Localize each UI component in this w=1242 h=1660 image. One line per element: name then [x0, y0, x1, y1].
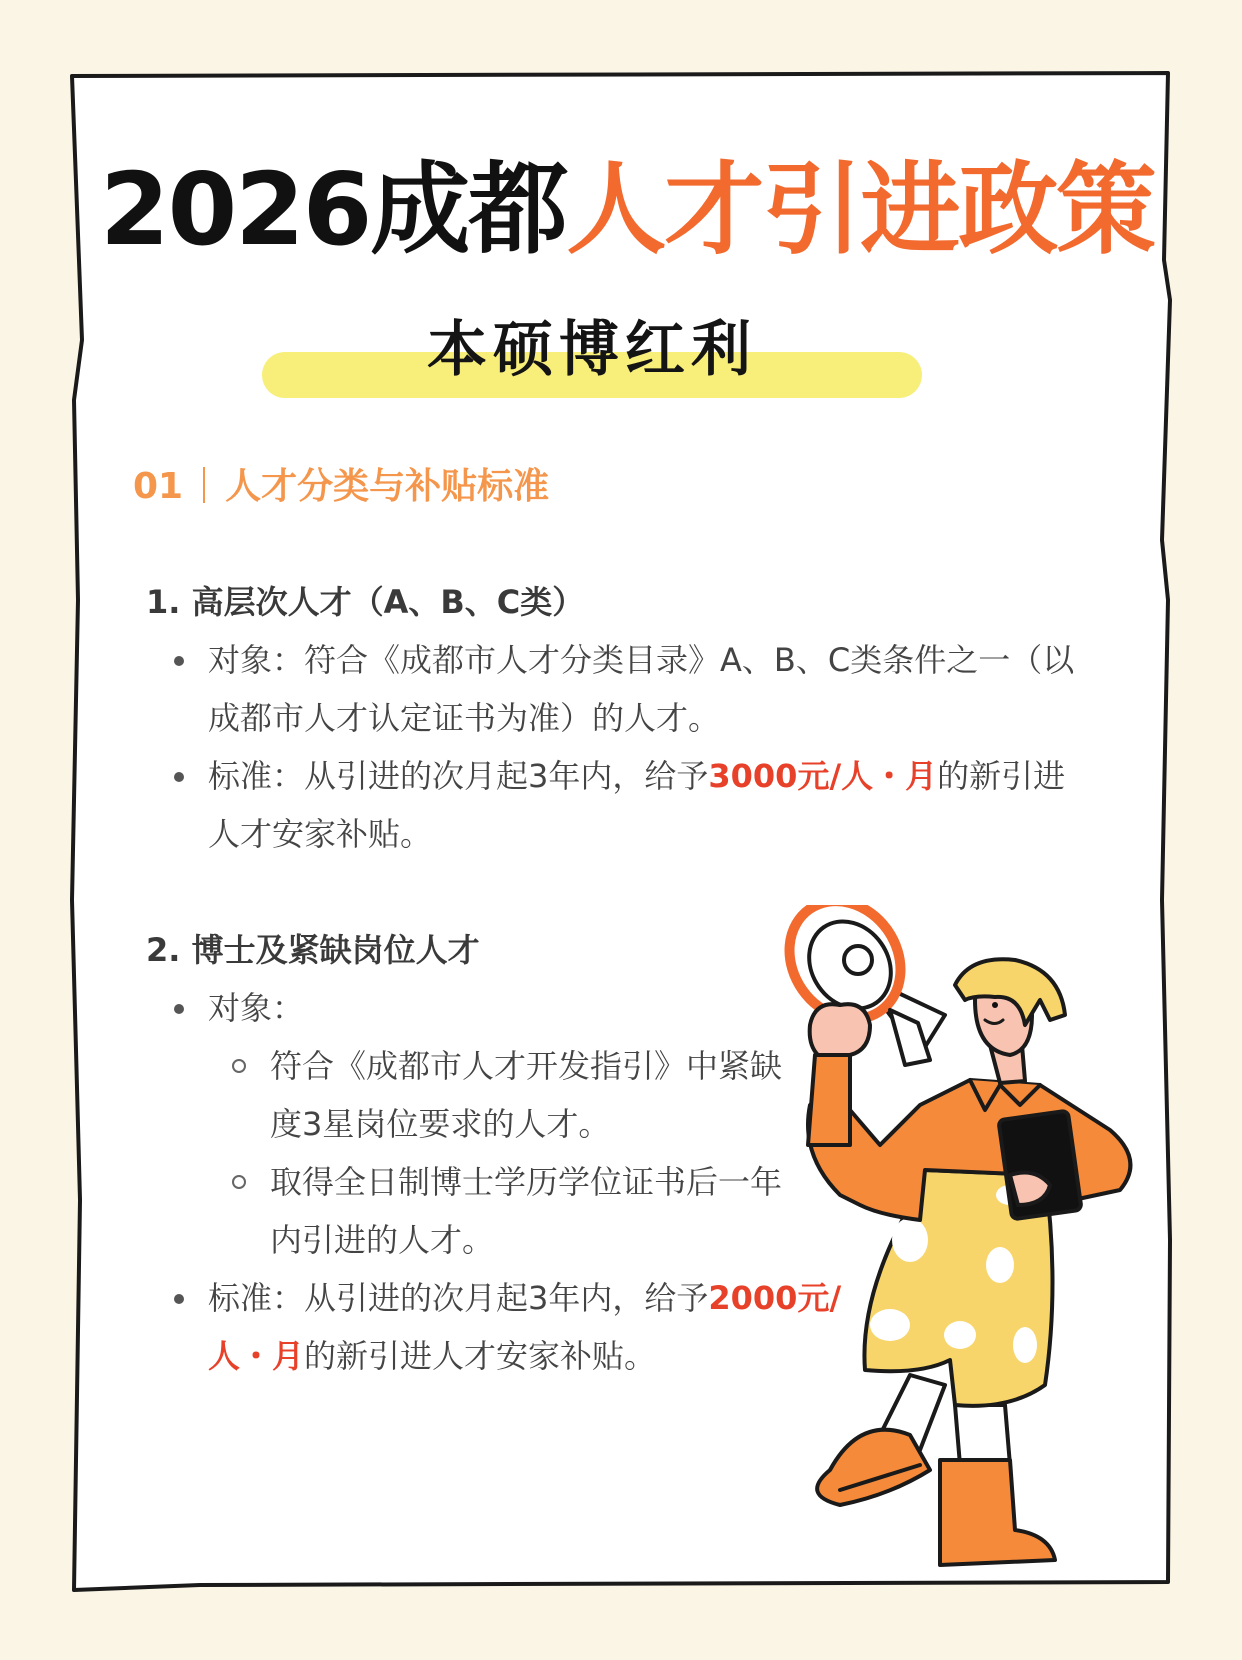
section-title: 人才分类与补贴标准 [225, 466, 550, 507]
person-with-megaphone-illustration [770, 905, 1230, 1595]
item-2-object-label: 对象： [208, 989, 305, 1027]
tablet [998, 1111, 1081, 1220]
fist [810, 1004, 870, 1055]
section-number: 01 [133, 466, 184, 507]
item-2-object-options [208, 1037, 798, 1269]
item-2-option: 取得全日制博士学历学位证书后一年内引进的人才。 [208, 1153, 798, 1269]
head [955, 959, 1065, 1083]
item-1-standard-suffix: 的新引进人才安家补贴。 [208, 757, 1066, 853]
item-2-standard-prefix: 标准：从引进的次月起3年内，给予 [208, 1279, 709, 1317]
item-2-option: 符合《成都市人才开发指引》中紧缺度3星岗位要求的人才。 [208, 1037, 798, 1153]
page-title [100, 150, 1160, 270]
title-black-part: 2026成都 [100, 151, 567, 268]
item-1-standard [146, 747, 1086, 863]
subtitle: 本硕博红利 [427, 315, 757, 385]
section-heading [133, 462, 549, 512]
item-1-object-text: 对象：符合《成都市人才分类目录》A、B、C类条件之一（以成都市人才认定证书为准）的人才。 [208, 641, 1075, 737]
section-divider [203, 467, 205, 503]
item-1-object [146, 631, 1086, 747]
item-2-title: 2. 博士及紧缺岗位人才 [146, 931, 480, 969]
item-1-list [146, 631, 1086, 863]
item-2-standard-amount: 2000元/人・月 [208, 1279, 842, 1375]
raised-arm [808, 1055, 850, 1145]
item-2-standard-suffix: 的新引进人才安家补贴。 [304, 1337, 657, 1375]
item-1-standard-amount: 3000元/人・月 [708, 757, 938, 795]
left-leg [817, 1375, 945, 1505]
item-1-title: 1. 高层次人才（A、B、C类） [146, 583, 585, 621]
right-leg [940, 1405, 1055, 1565]
item-1-standard-prefix: 标准：从引进的次月起3年内，给予 [208, 757, 709, 795]
title-orange-part: 人才引进政策 [566, 151, 1155, 268]
